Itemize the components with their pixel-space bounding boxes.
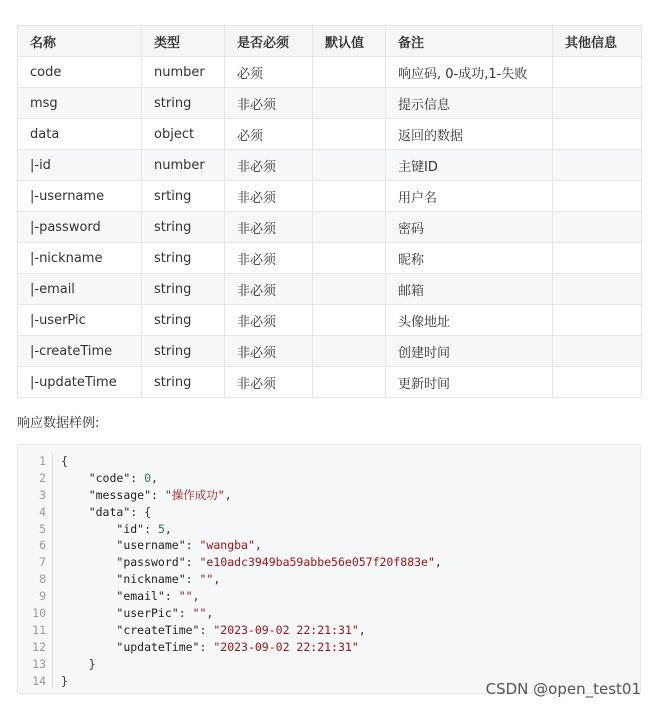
header-required: 是否必须 bbox=[225, 26, 313, 57]
cell-other bbox=[553, 150, 642, 181]
code-token: : bbox=[185, 555, 200, 570]
code-token: : bbox=[199, 622, 214, 637]
code-token: "e10adc3949ba59abbe56e057f20f883e" bbox=[199, 555, 435, 570]
code-token: "2023-09-02 22:21:31" bbox=[213, 622, 359, 637]
code-token: : bbox=[185, 538, 200, 553]
code-token: "" bbox=[178, 589, 193, 604]
table-row bbox=[18, 243, 642, 274]
code-token: 0 bbox=[144, 470, 152, 485]
cell-default bbox=[313, 150, 386, 181]
cell-default bbox=[313, 119, 386, 150]
line-number: 13 bbox=[32, 656, 46, 671]
code-line bbox=[61, 470, 442, 487]
cell-required: 非必须 bbox=[225, 150, 313, 181]
code-line bbox=[61, 453, 442, 470]
code-token bbox=[61, 623, 116, 637]
code-line bbox=[61, 588, 442, 605]
line-number: 11 bbox=[32, 622, 46, 637]
cell-remark: 主键ID bbox=[386, 150, 553, 181]
table-row bbox=[18, 181, 642, 212]
cell-default bbox=[313, 88, 386, 119]
table-body bbox=[18, 57, 642, 398]
code-token: , bbox=[224, 487, 232, 502]
line-number: 10 bbox=[32, 606, 46, 621]
code-token: "wangba" bbox=[199, 538, 255, 553]
code-token: "username" bbox=[116, 538, 186, 553]
header-remark: 备注 bbox=[386, 26, 553, 57]
cell-remark: 响应码, 0-成功,1-失败 bbox=[386, 57, 553, 88]
code-token bbox=[61, 505, 89, 519]
header-type: 类型 bbox=[142, 26, 225, 57]
code-token: , bbox=[206, 606, 214, 621]
code-token: , bbox=[358, 622, 366, 637]
params-table bbox=[17, 25, 642, 398]
table-row bbox=[18, 336, 642, 367]
code-token bbox=[61, 606, 116, 620]
line-number: 5 bbox=[39, 521, 46, 536]
cell-name: |-nickname bbox=[18, 243, 142, 274]
code-token bbox=[61, 572, 116, 586]
header-default: 默认值 bbox=[313, 26, 386, 57]
line-number: 12 bbox=[32, 639, 46, 654]
code-token: "message" bbox=[88, 487, 152, 502]
cell-required: 非必须 bbox=[225, 88, 313, 119]
cell-remark: 头像地址 bbox=[386, 305, 553, 336]
table-row bbox=[18, 305, 642, 336]
cell-other bbox=[553, 336, 642, 367]
cell-default bbox=[313, 305, 386, 336]
code-token: "password" bbox=[116, 555, 186, 570]
cell-required: 非必须 bbox=[225, 336, 313, 367]
cell-name: |-updateTime bbox=[18, 367, 142, 398]
cell-remark: 返回的数据 bbox=[386, 119, 553, 150]
response-example-caption: 响应数据样例: bbox=[17, 416, 100, 431]
line-number: 2 bbox=[39, 470, 46, 485]
code-token: "" bbox=[199, 572, 214, 587]
table-row bbox=[18, 119, 642, 150]
code-token: : bbox=[185, 572, 200, 587]
code-token: , bbox=[254, 538, 262, 553]
cell-required: 非必须 bbox=[225, 212, 313, 243]
cell-name: |-userPic bbox=[18, 305, 142, 336]
header-other: 其他信息 bbox=[553, 26, 642, 57]
table-row bbox=[18, 212, 642, 243]
cell-required: 非必须 bbox=[225, 243, 313, 274]
line-number: 1 bbox=[39, 454, 46, 468]
code-token: "操作成功" bbox=[164, 487, 225, 502]
table-row bbox=[18, 274, 642, 305]
cell-default bbox=[313, 181, 386, 212]
cell-other bbox=[553, 119, 642, 150]
cell-other bbox=[553, 88, 642, 119]
cell-default bbox=[313, 243, 386, 274]
cell-default bbox=[313, 57, 386, 88]
cell-type: srting bbox=[142, 181, 225, 212]
code-token: : { bbox=[130, 504, 152, 519]
cell-default bbox=[313, 274, 386, 305]
code-token: } bbox=[61, 656, 96, 671]
cell-required: 非必须 bbox=[225, 305, 313, 336]
cell-default bbox=[313, 367, 386, 398]
cell-remark: 更新时间 bbox=[386, 367, 553, 398]
code-token: "userPic" bbox=[116, 606, 179, 621]
cell-required: 非必须 bbox=[225, 274, 313, 305]
cell-remark: 创建时间 bbox=[386, 336, 553, 367]
code-token: "data" bbox=[88, 504, 131, 519]
code-token: "id" bbox=[116, 521, 145, 536]
cell-other bbox=[553, 367, 642, 398]
code-content[interactable] bbox=[61, 453, 442, 689]
cell-type: string bbox=[142, 367, 225, 398]
code-token bbox=[61, 488, 89, 502]
table-row bbox=[18, 57, 642, 88]
cell-name: |-createTime bbox=[18, 336, 142, 367]
code-token: : bbox=[164, 589, 179, 604]
table-row bbox=[18, 88, 642, 119]
cell-name: |-email bbox=[18, 274, 142, 305]
cell-name: |-username bbox=[18, 181, 142, 212]
line-number: 14 bbox=[32, 673, 46, 688]
code-token: , bbox=[434, 555, 442, 570]
cell-type: number bbox=[142, 57, 225, 88]
cell-name: code bbox=[18, 57, 142, 88]
cell-type: object bbox=[142, 119, 225, 150]
cell-required: 非必须 bbox=[225, 367, 313, 398]
watermark: CSDN @open_test01 bbox=[485, 680, 641, 698]
cell-other bbox=[553, 274, 642, 305]
code-line bbox=[61, 673, 442, 690]
table-row bbox=[18, 150, 642, 181]
code-token: "email" bbox=[116, 589, 165, 604]
cell-name: msg bbox=[18, 88, 142, 119]
line-number: 3 bbox=[39, 487, 46, 502]
cell-type: string bbox=[142, 305, 225, 336]
cell-name: |-id bbox=[18, 150, 142, 181]
cell-default bbox=[313, 212, 386, 243]
cell-type: string bbox=[142, 212, 225, 243]
code-token: : bbox=[178, 606, 193, 621]
code-token: : bbox=[130, 470, 145, 485]
line-number: 8 bbox=[39, 572, 46, 587]
code-line bbox=[61, 639, 442, 656]
cell-remark: 昵称 bbox=[386, 243, 553, 274]
cell-remark: 密码 bbox=[386, 212, 553, 243]
code-block[interactable] bbox=[17, 444, 641, 694]
code-token: , bbox=[151, 470, 158, 485]
cell-type: string bbox=[142, 274, 225, 305]
code-token bbox=[61, 471, 89, 485]
code-line bbox=[61, 487, 442, 504]
line-number: 7 bbox=[39, 555, 46, 570]
cell-type: number bbox=[142, 150, 225, 181]
cell-name: |-password bbox=[18, 212, 142, 243]
line-number: 4 bbox=[39, 504, 46, 519]
code-line bbox=[61, 571, 442, 588]
code-token: 5 bbox=[157, 521, 165, 536]
table-header-row bbox=[18, 26, 642, 57]
code-token: } bbox=[61, 673, 68, 688]
cell-required: 必须 bbox=[225, 57, 313, 88]
cell-type: string bbox=[142, 336, 225, 367]
table-row bbox=[18, 367, 642, 398]
code-token bbox=[61, 640, 116, 654]
code-token bbox=[61, 538, 116, 552]
code-token: "code" bbox=[88, 470, 131, 485]
code-line bbox=[61, 537, 442, 554]
code-token: : bbox=[151, 487, 165, 502]
code-line bbox=[61, 554, 442, 571]
cell-required: 非必须 bbox=[225, 181, 313, 212]
code-token: "nickname" bbox=[116, 572, 186, 587]
code-line bbox=[61, 605, 442, 622]
cell-other bbox=[553, 57, 642, 88]
code-token: : bbox=[199, 639, 214, 654]
code-token bbox=[61, 522, 116, 536]
code-token: "updateTime" bbox=[116, 639, 200, 654]
code-token: , bbox=[164, 521, 172, 536]
cell-remark: 提示信息 bbox=[386, 88, 553, 119]
cell-other bbox=[553, 212, 642, 243]
code-token: "2023-09-02 22:21:31" bbox=[213, 639, 359, 654]
cell-other bbox=[553, 181, 642, 212]
code-token bbox=[61, 555, 116, 569]
cell-required: 必须 bbox=[225, 119, 313, 150]
line-number: 9 bbox=[39, 589, 46, 604]
code-token: "createTime" bbox=[116, 622, 200, 637]
cell-name: data bbox=[18, 119, 142, 150]
code-line bbox=[61, 521, 442, 538]
line-number: 6 bbox=[39, 538, 46, 553]
cell-type: string bbox=[142, 88, 225, 119]
cell-other bbox=[553, 305, 642, 336]
code-line bbox=[61, 622, 442, 639]
cell-remark: 邮箱 bbox=[386, 274, 553, 305]
cell-default bbox=[313, 336, 386, 367]
line-number-gutter bbox=[18, 453, 53, 689]
code-line bbox=[61, 504, 442, 521]
code-token: , bbox=[213, 572, 221, 587]
code-line bbox=[61, 656, 442, 673]
code-token: , bbox=[192, 589, 200, 604]
cell-type: string bbox=[142, 243, 225, 274]
cell-other bbox=[553, 243, 642, 274]
cell-remark: 用户名 bbox=[386, 181, 553, 212]
code-token: : bbox=[144, 521, 158, 536]
code-token: { bbox=[61, 454, 68, 468]
code-token bbox=[61, 589, 116, 603]
code-token: "" bbox=[192, 606, 207, 621]
header-name: 名称 bbox=[18, 26, 142, 57]
